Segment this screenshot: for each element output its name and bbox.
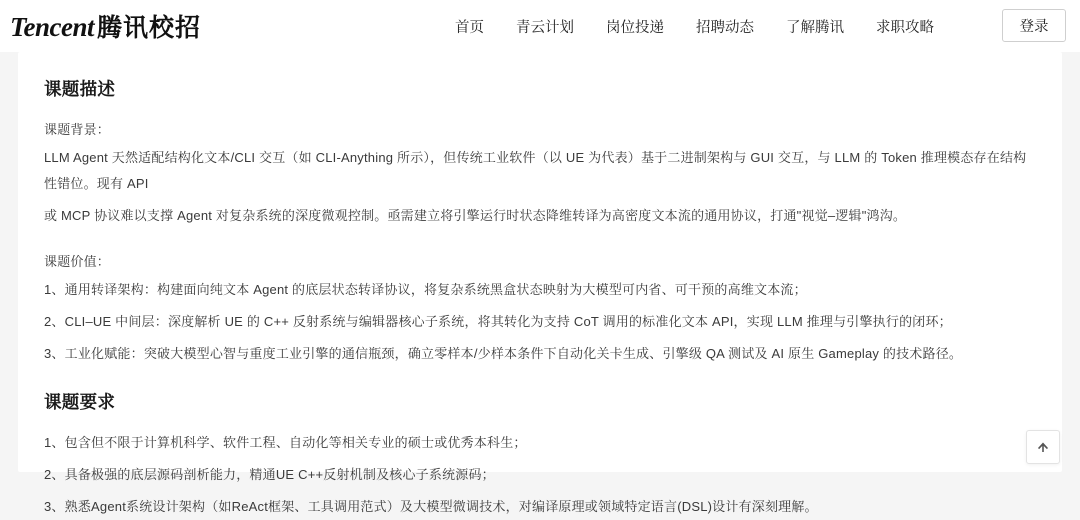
value-label: 课题价值：	[44, 254, 111, 269]
back-to-top-button[interactable]	[1026, 430, 1060, 464]
nav-item-about-tencent[interactable]: 了解腾讯	[786, 19, 844, 36]
value-item-2: 2、CLI–UE 中间层：深度解析 UE 的 C++ 反射系统与编辑器核心子系统，将其转化为支持 CoT 调用的标准化文本 API，实现 LLM 推理与引擎执行的闭环；	[44, 314, 952, 329]
site-header	[0, 0, 1080, 52]
brand-latin-text: Tencent	[10, 12, 94, 42]
arrow-up-icon	[1036, 440, 1050, 454]
nav-item-home[interactable]: 首页	[455, 19, 484, 36]
requirement-item-3: 3、熟悉Agent系统设计架构（如ReAct框架、工具调用范式）及大模型微调技术，对编译原理或领域特定语言(DSL)设计有深刻理解。	[44, 499, 818, 514]
requirement-item-2: 2、具备极强的底层源码剖析能力，精通UE C++反射机制及核心子系统源码；	[44, 467, 495, 482]
spacer	[44, 239, 1036, 249]
nav-item-job-guide[interactable]: 求职攻略	[876, 19, 934, 36]
value-item-1: 1、通用转译架构：构建面向纯文本 Agent 的底层状态转译协议，将复杂系统黑盒状态映射为大模型可内省、可干预的高维文本流；	[44, 282, 807, 297]
section-title-requirements: 课题要求	[44, 392, 116, 412]
nav-item-qingyun-plan[interactable]: 青云计划	[516, 19, 574, 36]
brand-cn-text: 腾讯校招	[97, 14, 202, 42]
brand-logo[interactable]	[10, 8, 201, 44]
background-label: 课题背景：	[44, 122, 111, 137]
section-title-description: 课题描述	[44, 79, 116, 99]
background-paragraph-1: LLM Agent 天然适配结构化文本/CLI 交互（如 CLI-Anything 所示），但传统工业软件（以 UE 为代表）基于二进制架构与 GUI 交互，与 LLM 的 Token 推理模态存在结构性错位。现有 API	[44, 150, 1027, 191]
main-nav	[455, 0, 934, 52]
content-card	[18, 52, 1062, 514]
requirement-item-1: 1、包含但不限于计算机科学、软件工程、自动化等相关专业的硕士或优秀本科生；	[44, 435, 527, 450]
login-button[interactable]: 登录	[1002, 9, 1066, 42]
nav-item-recruit-news[interactable]: 招聘动态	[696, 19, 754, 36]
background-paragraph-2: 或 MCP 协议难以支撑 Agent 对复杂系统的深度微观控制。亟需建立将引擎运行时状态降维转译为高密度文本流的通用协议，打通"视觉–逻辑"鸿沟。	[44, 208, 907, 223]
nav-item-job-apply[interactable]: 岗位投递	[606, 19, 664, 36]
value-item-3: 3、工业化赋能：突破大模型心智与重度工业引擎的通信瓶颈，确立零样本/少样本条件下自动化关卡生成、引擎级 QA 测试及 AI 原生 Gameplay 的技术路径。	[44, 346, 963, 361]
